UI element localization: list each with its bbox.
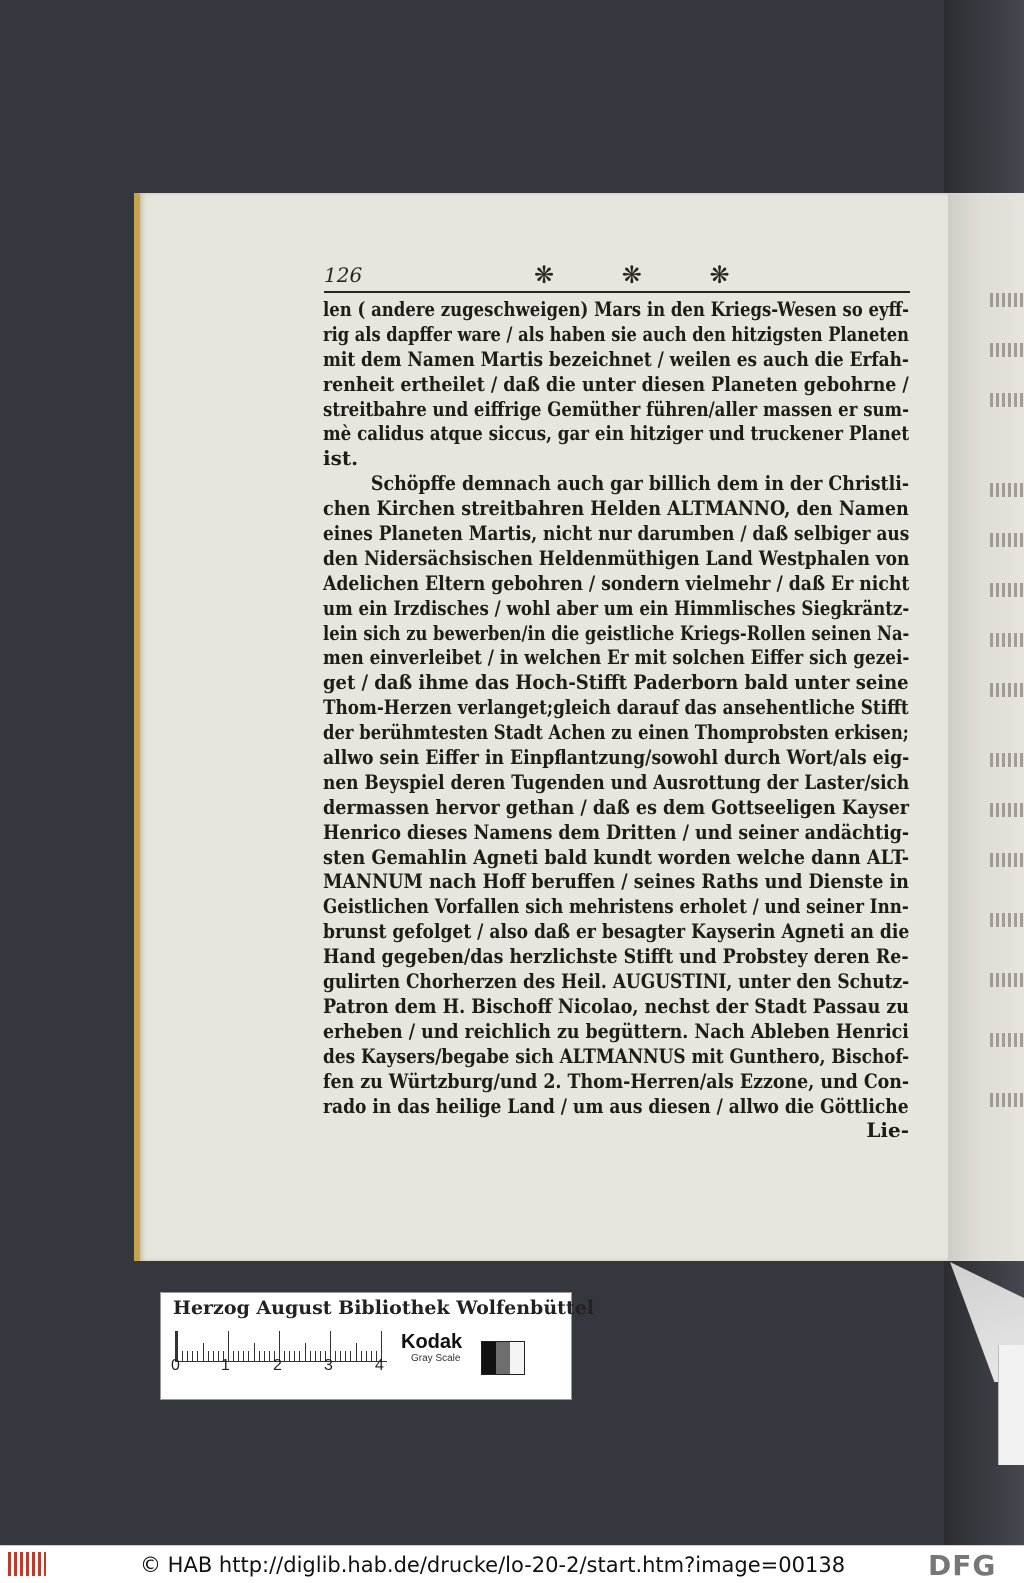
ruler-tick xyxy=(264,1351,265,1361)
ruler-number: 1 xyxy=(221,1357,230,1374)
page-number: 126 xyxy=(324,263,363,287)
text-line: ist. xyxy=(323,446,359,471)
ruler-tick xyxy=(248,1351,249,1361)
text-line: mè calidus atque siccus, gar ein hitziger und truckener Planet xyxy=(323,421,910,446)
ruler-tick xyxy=(213,1351,214,1361)
ruler-tick xyxy=(208,1351,209,1361)
ghost-text xyxy=(990,583,1024,597)
library-name: Herzog August Bibliothek Wolfenbüttel xyxy=(173,1297,594,1319)
ruler-tick xyxy=(238,1351,239,1361)
ghost-text xyxy=(990,753,1024,767)
ruler-tick xyxy=(218,1351,219,1361)
ghost-text xyxy=(990,483,1024,497)
ruler-tick xyxy=(192,1351,193,1361)
text-line: nen Beyspiel deren Tugenden und Ausrottung der Laster/sich xyxy=(323,769,910,794)
ghost-text xyxy=(990,533,1024,547)
footer-bar xyxy=(0,1545,1024,1583)
ruler-tick xyxy=(203,1343,204,1361)
text-line: MANNUM nach Hoff beruffen / seines Raths und Dienste in xyxy=(323,869,909,894)
text-line: Adelichen Eltern gebohren / sondern vielmehr / daß Er nicht xyxy=(323,570,910,595)
gray-swatch xyxy=(510,1342,524,1374)
text-line: lein sich zu bewerben/in die geistliche Kriegs-Rollen seinen Na- xyxy=(323,620,910,645)
adjacent-page-edge xyxy=(948,193,1024,1261)
ghost-text xyxy=(990,803,1024,817)
side-slip xyxy=(998,1345,1024,1465)
text-line: fen zu Würtzburg/und 2. Thom-Herren/als Ezzone, und Con- xyxy=(323,1068,910,1093)
gray-swatch xyxy=(482,1342,496,1374)
ghost-text xyxy=(990,293,1024,307)
text-line: brunst gefolget / also daß er besagter Kayserin Agneti an die xyxy=(323,919,910,944)
header-ornament: ❋ ❋ ❋ xyxy=(534,261,760,289)
ruler-tick xyxy=(366,1351,367,1361)
ruler-tick xyxy=(187,1351,188,1361)
ghost-text xyxy=(990,853,1024,867)
text-line: rig als dapffer ware / als haben sie auch den hitzigsten Planeten xyxy=(323,321,909,346)
text-line: Hand gegeben/das herzlichste Stifft und Probstey deren Re- xyxy=(323,944,909,969)
ruler-tick xyxy=(335,1351,336,1361)
text-line: allwo sein Eiffer in Einpflantzung/sowohl durch Wort/als eig- xyxy=(323,745,910,770)
text-line: der berühmtesten Stadt Achen zu einen Thomprobsten erkisen; xyxy=(323,720,909,745)
ghost-text xyxy=(990,973,1024,987)
ruler-tick xyxy=(371,1351,372,1361)
ghost-text xyxy=(990,1033,1024,1047)
ruler-number: 0 xyxy=(171,1357,180,1374)
ruler-tick xyxy=(356,1343,357,1361)
ghost-text xyxy=(990,913,1024,927)
ruler-tick xyxy=(310,1351,311,1361)
text-line: streitbahre und eiffrige Gemüther führen/aller massen er sum- xyxy=(323,396,909,421)
ruler-tick xyxy=(259,1351,260,1361)
text-line: Thom-Herzen verlanget;gleich darauf das ansehentliche Stifft xyxy=(323,695,909,720)
text-line: Patron dem H. Bischoff Nicolao, nechst der Stadt Passau zu xyxy=(323,993,909,1018)
ruler-tick xyxy=(340,1351,341,1361)
ruler-tick xyxy=(345,1351,346,1361)
gray-swatch xyxy=(496,1342,510,1374)
text-line: gulirten Chorherzen des Heil. AUGUSTINI, unter den Schutz- xyxy=(323,969,910,994)
ghost-text xyxy=(990,1093,1024,1107)
text-line: len ( andere zugeschweigen) Mars in den Kriegs-Wesen so eyff- xyxy=(323,297,910,321)
body-text xyxy=(323,297,909,1143)
ruler-tick xyxy=(289,1351,290,1361)
ghost-text xyxy=(990,393,1024,407)
ghost-text xyxy=(990,343,1024,357)
text-line: dermassen hervor gethan / daß es dem Gottseeligen Kayser xyxy=(323,794,909,819)
catchword: Lie- xyxy=(866,1118,909,1143)
page-header xyxy=(324,263,914,293)
scan-reference-card xyxy=(160,1292,594,1400)
text-line: des Kaysers/begabe sich ALTMANNUS mit Gunthero, Bischof- xyxy=(323,1043,910,1068)
text-line: rado in das heilige Land / um aus diesen / allwo die Göttliche xyxy=(323,1093,909,1118)
ruler-tick xyxy=(254,1343,255,1361)
text-line: den Nidersächsischen Heldenmüthigen Land Westphalen von xyxy=(323,545,910,570)
text-line: Geistlichen Vorfallen sich mehristens erholet / und seiner Inn- xyxy=(323,894,909,919)
ruler-tick xyxy=(233,1351,234,1361)
ruler-tick xyxy=(243,1351,244,1361)
ruler-tick xyxy=(182,1351,183,1361)
ruler-tick xyxy=(294,1351,295,1361)
hab-logo-icon xyxy=(8,1552,46,1576)
text-line: um ein Irzdisches / wohl aber um ein Himmlisches Siegkräntz- xyxy=(323,595,910,620)
ruler-tick xyxy=(269,1351,270,1361)
gray-scale-swatches xyxy=(481,1341,525,1375)
text-line: mit dem Namen Martis bezeichnet / weilen es auch die Erfah- xyxy=(323,346,909,371)
text-line: sten Gemahlin Agneti bald kundt worden welche dann ALT- xyxy=(323,844,910,869)
text-line: erheben / und reichlich zu begüttern. Nach Ableben Henrici xyxy=(323,1018,909,1043)
gray-scale-label: Gray Scale xyxy=(411,1353,461,1364)
credit-link[interactable]: © HAB http://diglib.hab.de/drucke/lo-20-2/start.htm?image=00138 xyxy=(140,1553,846,1577)
ruler-tick xyxy=(299,1351,300,1361)
dfg-logo: DFG xyxy=(928,1549,997,1582)
header-rule xyxy=(324,291,910,293)
text-line: Henrico dieses Namens dem Dritten / und seiner andächtig- xyxy=(323,819,910,844)
ruler-number: 3 xyxy=(324,1357,333,1374)
text-line: men einverleibet / in welchen Er mit solchen Eiffer sich gezei- xyxy=(323,645,910,670)
ruler-tick xyxy=(305,1343,306,1361)
ruler-tick xyxy=(284,1351,285,1361)
ruler-number: 2 xyxy=(273,1357,282,1374)
text-line: chen Kirchen streitbahren Helden ALTMANNO, den Namen xyxy=(323,496,909,521)
ruler-tick xyxy=(320,1351,321,1361)
ruler-tick xyxy=(315,1351,316,1361)
ruler-tick xyxy=(361,1351,362,1361)
ruler-tick xyxy=(350,1351,351,1361)
ghost-text xyxy=(990,683,1024,697)
text-line: Schöpffe demnach auch gar billich dem in der Christli- xyxy=(370,471,910,496)
ghost-text xyxy=(990,633,1024,647)
kodak-logo: Kodak xyxy=(401,1331,463,1353)
text-line: eines Planeten Martis, nicht nur darumben / daß selbiger aus xyxy=(323,521,910,546)
text-line: get / daß ihme das Hoch-Stifft Paderborn bald unter seine xyxy=(323,670,909,695)
text-line: renheit ertheilet / daß die unter diesen Planeten gebohrne / xyxy=(323,371,909,396)
ruler-tick xyxy=(197,1351,198,1361)
book-page xyxy=(134,193,948,1261)
ruler-number: 4 xyxy=(375,1357,384,1374)
